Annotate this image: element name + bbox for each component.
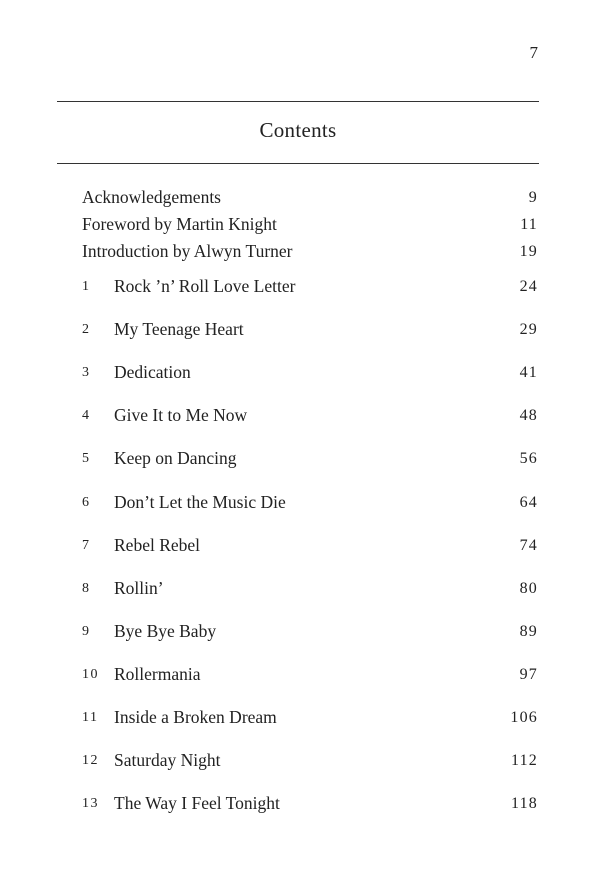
toc-chapter-4	[82, 405, 538, 429]
toc-chapter-9	[82, 621, 538, 645]
chapter-title: Inside a Broken Dream	[114, 707, 277, 727]
chapter-title: Saturday Night	[114, 750, 221, 770]
chapter-page: 24	[519, 278, 538, 295]
chapter-number: 1	[82, 279, 91, 294]
chapter-number: 2	[82, 322, 91, 337]
chapter-number: 5	[82, 451, 91, 466]
page-number: 7	[529, 43, 538, 62]
chapter-number: 12	[82, 753, 99, 768]
toc-entry-page: 9	[528, 189, 538, 206]
chapter-page: 48	[519, 407, 538, 424]
chapter-title: Rock ’n’ Roll Love Letter	[114, 276, 296, 296]
chapter-page: 64	[519, 494, 538, 511]
chapter-title: Keep on Dancing	[114, 448, 237, 468]
chapter-title: Give It to Me Now	[114, 405, 248, 425]
toc-entry-label: Acknowledgements	[82, 187, 221, 207]
toc-entry-acknowledgements	[82, 187, 538, 211]
toc-chapter-3	[82, 362, 538, 386]
toc-entry-page: 19	[519, 243, 538, 260]
chapter-page: 89	[519, 623, 538, 640]
chapter-title: Bye Bye Baby	[114, 621, 217, 641]
chapter-title: The Way I Feel Tonight	[114, 793, 280, 813]
toc-chapter-6	[82, 492, 538, 516]
chapter-title: Rollermania	[114, 664, 201, 684]
chapter-title: Don’t Let the Music Die	[114, 492, 286, 512]
chapter-number: 3	[82, 365, 91, 380]
chapter-page: 106	[510, 709, 538, 726]
toc-entry-label: Foreword by Martin Knight	[82, 214, 277, 234]
toc-chapter-13	[82, 793, 538, 817]
toc-chapter-10	[82, 664, 538, 688]
chapter-page: 74	[519, 537, 538, 554]
toc-entry-page: 11	[520, 216, 538, 233]
toc-entry-foreword	[82, 214, 538, 238]
chapter-page: 56	[519, 450, 538, 467]
toc-entry-label: Introduction by Alwyn Turner	[82, 241, 293, 261]
chapter-page: 41	[519, 364, 538, 381]
toc-entry-introduction	[82, 241, 538, 265]
chapter-page: 118	[510, 795, 538, 812]
toc-chapter-5	[82, 448, 538, 472]
toc-chapter-8	[82, 578, 538, 602]
chapter-number: 6	[82, 495, 91, 510]
chapter-title: Rebel Rebel	[114, 535, 201, 555]
chapter-number: 9	[82, 624, 91, 639]
chapter-title: My Teenage Heart	[114, 319, 244, 339]
chapter-number: 10	[82, 667, 99, 682]
page-title: Contents	[259, 118, 337, 142]
toc-chapter-2	[82, 319, 538, 343]
chapter-page: 112	[510, 752, 538, 769]
chapter-number: 4	[82, 408, 91, 423]
chapter-page: 97	[519, 666, 538, 683]
bottom-rule	[57, 163, 539, 164]
top-rule	[57, 101, 539, 102]
chapter-title: Dedication	[114, 362, 191, 382]
chapter-number: 11	[82, 710, 99, 725]
toc-chapter-12	[82, 750, 538, 774]
chapter-page: 29	[519, 321, 538, 338]
chapter-number: 7	[82, 538, 91, 553]
chapter-title: Rollin’	[114, 578, 164, 598]
toc-chapter-1	[82, 276, 538, 300]
chapter-number: 13	[82, 796, 99, 811]
chapter-page: 80	[519, 580, 538, 597]
toc-chapter-7	[82, 535, 538, 559]
toc-chapter-11	[82, 707, 538, 731]
chapter-number: 8	[82, 581, 91, 596]
